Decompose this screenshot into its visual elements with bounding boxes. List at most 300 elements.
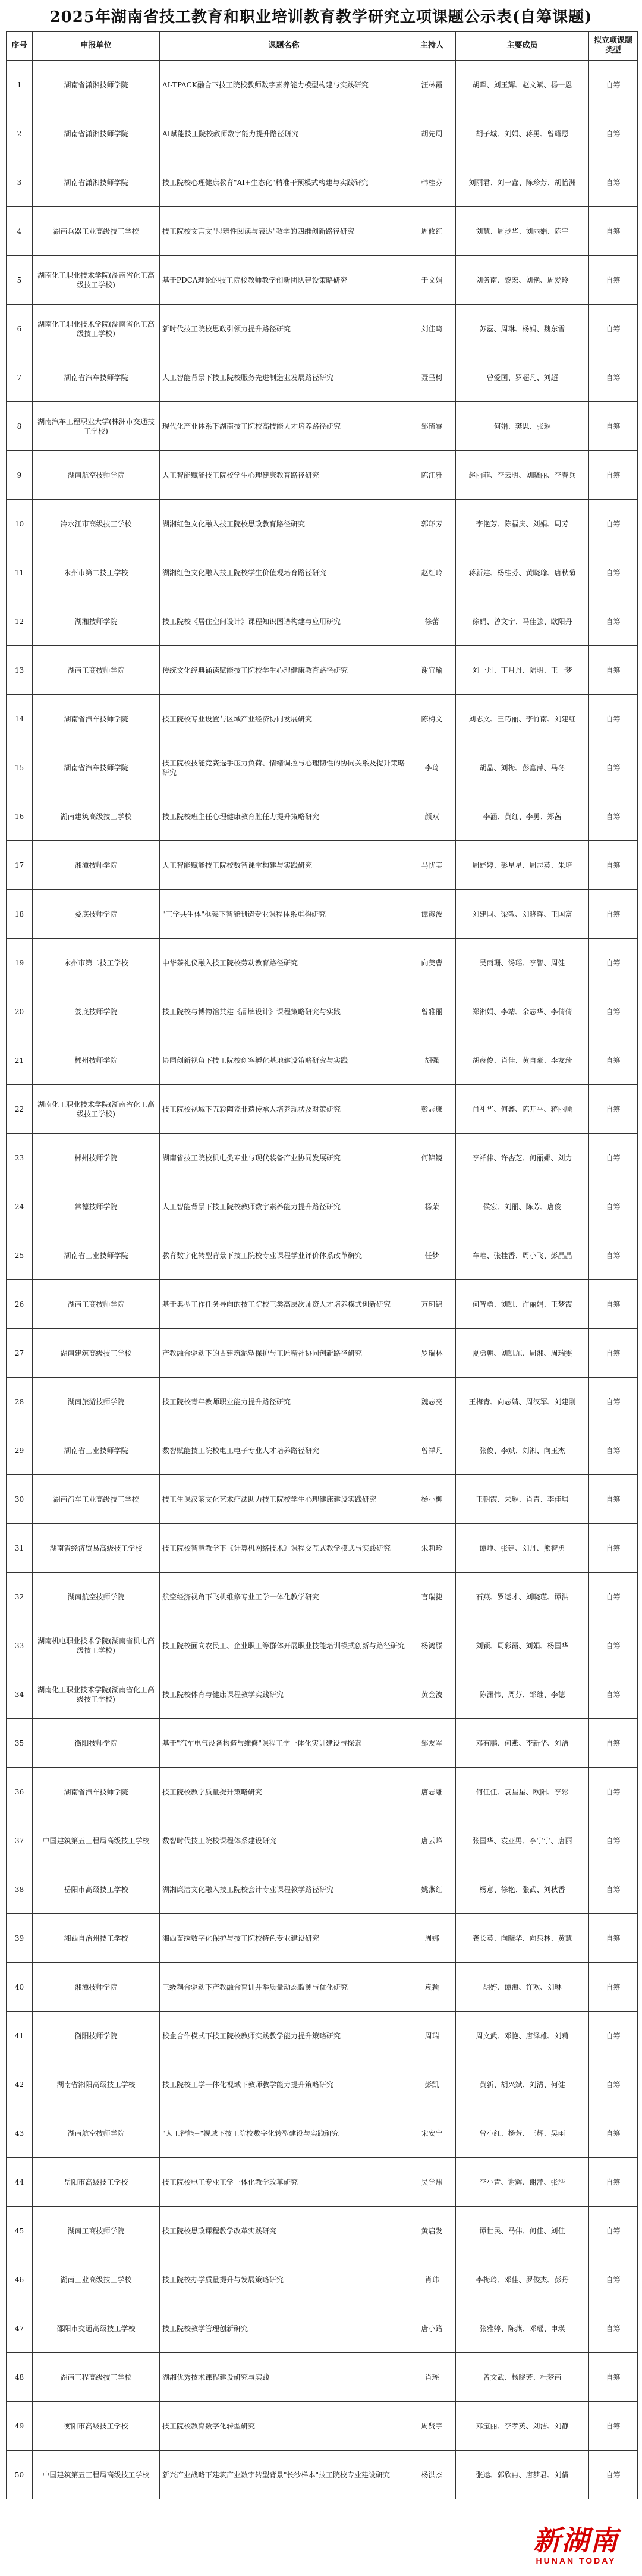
table-row xyxy=(7,1573,638,1621)
cell-members: 徐娟、曾文宁、马佳弦、欧阳丹 xyxy=(456,597,589,646)
cell-members: 郑湘娟、李靖、余志华、李倩倩 xyxy=(456,987,589,1036)
cell-unit: 湖南工商技师学院 xyxy=(33,2207,160,2255)
table-row xyxy=(7,1768,638,1816)
cell-type: 自筹 xyxy=(589,256,638,305)
cell-topic: 技工院校教育数字化转型研究 xyxy=(160,2402,408,2451)
cell-host: 朱莉珍 xyxy=(408,1524,456,1573)
cell-host: 陈江雅 xyxy=(408,451,456,500)
table-row xyxy=(7,61,638,109)
cell-topic: 技工院校教学质量提升策略研究 xyxy=(160,1768,408,1816)
cell-host: 魏志亮 xyxy=(408,1378,456,1426)
cell-unit: 湘潭技师学院 xyxy=(33,1963,160,2012)
cell-host: 杨小柳 xyxy=(408,1475,456,1524)
cell-type: 自筹 xyxy=(589,695,638,743)
cell-type: 自筹 xyxy=(589,1280,638,1329)
cell-topic: 人工智能赋能技工院校数智课堂构建与实践研究 xyxy=(160,841,408,890)
cell-type: 自筹 xyxy=(589,548,638,597)
table-row xyxy=(7,597,638,646)
cell-unit: 冷水江市高级技工学校 xyxy=(33,500,160,548)
table-row xyxy=(7,2207,638,2255)
cell-index: 44 xyxy=(7,2158,33,2207)
cell-host: 肖瑶 xyxy=(408,2353,456,2402)
cell-index: 36 xyxy=(7,1768,33,1816)
cell-unit: 湖南省汽车技师学院 xyxy=(33,1768,160,1816)
cell-type: 自筹 xyxy=(589,1036,638,1085)
cell-topic: 湖湘红色文化融入技工院校思政教育路径研究 xyxy=(160,500,408,548)
cell-type: 自筹 xyxy=(589,2304,638,2353)
cell-unit: 湖南兵器工业高级技工学校 xyxy=(33,207,160,256)
cell-unit: 湖南工商技师学院 xyxy=(33,646,160,695)
cell-host: 李琦 xyxy=(408,743,456,792)
cell-type: 自筹 xyxy=(589,1134,638,1182)
table-row xyxy=(7,1231,638,1280)
cell-topic: 新兴产业战略下建筑产业数字转型背景"长沙样本"技工院校专业建设研究 xyxy=(160,2451,408,2499)
cell-index: 48 xyxy=(7,2353,33,2402)
cell-unit: 永州市第二技工学校 xyxy=(33,939,160,987)
cell-members: 石燕、罗运才、刘晓瑾、谭洪 xyxy=(456,1573,589,1621)
table-row xyxy=(7,1036,638,1085)
table-row xyxy=(7,743,638,792)
table-row xyxy=(7,451,638,500)
cell-host: 周瑞 xyxy=(408,2012,456,2060)
cell-type: 自筹 xyxy=(589,841,638,890)
cell-members: 刘颖、周彩霞、刘娟、杨国华 xyxy=(456,1621,589,1670)
cell-host: 赵红玲 xyxy=(408,548,456,597)
cell-type: 自筹 xyxy=(589,1524,638,1573)
cell-type: 自筹 xyxy=(589,1621,638,1670)
cell-topic: 产教融合驱动下的古建筑泥塑保护与工匠精神协同创新路径研究 xyxy=(160,1329,408,1378)
cell-index: 15 xyxy=(7,743,33,792)
table-row xyxy=(7,109,638,158)
cell-members: 蒋新建、杨桂芬、黄晓瑜、唐秋菊 xyxy=(456,548,589,597)
cell-topic: 基于"汽车电气设备构造与维修"课程工学一体化实训建设与探索 xyxy=(160,1719,408,1768)
logo-text: 新湖南 xyxy=(533,2524,619,2556)
cell-type: 自筹 xyxy=(589,2012,638,2060)
cell-topic: 技工院校体育与健康课程教学实践研究 xyxy=(160,1670,408,1719)
cell-type: 自筹 xyxy=(589,1085,638,1134)
cell-members: 曾文武、杨晓芳、杜梦南 xyxy=(456,2353,589,2402)
cell-index: 35 xyxy=(7,1719,33,1768)
cell-topic: AI-TPACK融合下技工院校教师数字素养能力模型构建与实践研究 xyxy=(160,61,408,109)
table-row xyxy=(7,1621,638,1670)
table-row xyxy=(7,305,638,353)
cell-unit: 湖南省潇湘技师学院 xyxy=(33,109,160,158)
cell-host: 徐蕾 xyxy=(408,597,456,646)
cell-unit: 湘西自治州技工学校 xyxy=(33,1914,160,1963)
cell-members: 何娟、樊思、张琳 xyxy=(456,402,589,451)
cell-members: 刘丽君、刘一鑫、陈珍芳、胡怡洲 xyxy=(456,158,589,207)
cell-members: 李涵、黄红、李勇、郑茜 xyxy=(456,792,589,841)
cell-type: 自筹 xyxy=(589,305,638,353)
cell-topic: "工学共生体"框架下智能制造专业课程体系重构研究 xyxy=(160,890,408,939)
cell-unit: 岳阳市高级技工学校 xyxy=(33,1865,160,1914)
table-row xyxy=(7,1816,638,1865)
cell-members: 张雅婷、陈燕、邓瑶、申瑛 xyxy=(456,2304,589,2353)
cell-index: 21 xyxy=(7,1036,33,1085)
cell-unit: 湖南省汽车技师学院 xyxy=(33,743,160,792)
cell-unit: 娄底技师学院 xyxy=(33,890,160,939)
cell-type: 自筹 xyxy=(589,500,638,548)
table-row xyxy=(7,2304,638,2353)
cell-topic: 技工院校教学管理创新研究 xyxy=(160,2304,408,2353)
cell-topic: 技工院校视域下五彩陶瓷非遗传承人培养现状及对策研究 xyxy=(160,1085,408,1134)
cell-unit: 湖南机电职业技术学院(湖南省机电高级技工学校) xyxy=(33,1621,160,1670)
cell-unit: 湘潭技师学院 xyxy=(33,841,160,890)
cell-index: 34 xyxy=(7,1670,33,1719)
cell-unit: 湖南旅游技师学院 xyxy=(33,1378,160,1426)
cell-members: 胡婷、谭海、许欢、刘琳 xyxy=(456,1963,589,2012)
cell-unit: 湖南工程高级技工学校 xyxy=(33,2353,160,2402)
cell-topic: 传统文化经典诵读赋能技工院校学生心理健康教育路径研究 xyxy=(160,646,408,695)
cell-members: 何智勇、刘凯、许丽娟、王梦霞 xyxy=(456,1280,589,1329)
table-row xyxy=(7,1182,638,1231)
cell-index: 47 xyxy=(7,2304,33,2353)
cell-unit: 湖南化工职业技术学院(湖南省化工高级技工学校) xyxy=(33,1670,160,1719)
cell-host: 宋安宁 xyxy=(408,2109,456,2158)
cell-index: 3 xyxy=(7,158,33,207)
cell-index: 25 xyxy=(7,1231,33,1280)
cell-unit: 永州市第二技工学校 xyxy=(33,548,160,597)
cell-unit: 湖南省汽车技师学院 xyxy=(33,353,160,402)
cell-topic: 技工院校专业设置与区域产业经济协同发展研究 xyxy=(160,695,408,743)
header-unit: 申报单位 xyxy=(33,32,160,61)
cell-members: 肖礼华、何鑫、陈开平、蒋丽顺 xyxy=(456,1085,589,1134)
cell-unit: 衡阳技师学院 xyxy=(33,2012,160,2060)
cell-unit: 常德技师学院 xyxy=(33,1182,160,1231)
cell-topic: 技工院校文言文"思辨性阅读与表达"教学的四维创新路径研究 xyxy=(160,207,408,256)
topic-table xyxy=(6,31,638,2499)
cell-index: 24 xyxy=(7,1182,33,1231)
header-members: 主要成员 xyxy=(456,32,589,61)
cell-type: 自筹 xyxy=(589,1182,638,1231)
cell-type: 自筹 xyxy=(589,1816,638,1865)
table-row xyxy=(7,1426,638,1475)
cell-members: 何佳佳、袁星星、欧阳、李彩 xyxy=(456,1768,589,1816)
cell-type: 自筹 xyxy=(589,207,638,256)
cell-host: 杨荣 xyxy=(408,1182,456,1231)
cell-topic: 技工院校工学一体化视域下教师教学能力提升策略研究 xyxy=(160,2060,408,2109)
cell-host: 万珂锦 xyxy=(408,1280,456,1329)
cell-type: 自筹 xyxy=(589,1426,638,1475)
cell-type: 自筹 xyxy=(589,743,638,792)
cell-members: 夏勇朝、刘凯东、周湘、周瑞雯 xyxy=(456,1329,589,1378)
table-header-row xyxy=(7,32,638,61)
logo-subtext: HUNAN TODAY xyxy=(536,2556,616,2565)
cell-members: 刘一丹、丁月丹、陆明、王一梦 xyxy=(456,646,589,695)
table-row xyxy=(7,2060,638,2109)
table-row xyxy=(7,1134,638,1182)
table-row xyxy=(7,1329,638,1378)
table-row xyxy=(7,1914,638,1963)
cell-topic: 协同创新视角下技工院校创客孵化基地建设策略研究与实践 xyxy=(160,1036,408,1085)
cell-topic: 现代化产业体系下湖南技工院校高技能人才培养路径研究 xyxy=(160,402,408,451)
cell-members: 曾小红、杨芳、王辉、吴雨 xyxy=(456,2109,589,2158)
cell-type: 自筹 xyxy=(589,2060,638,2109)
cell-type: 自筹 xyxy=(589,353,638,402)
cell-index: 43 xyxy=(7,2109,33,2158)
cell-index: 32 xyxy=(7,1573,33,1621)
header-topic: 课题名称 xyxy=(160,32,408,61)
table-row xyxy=(7,353,638,402)
cell-unit: 湖南航空技师学院 xyxy=(33,2109,160,2158)
cell-topic: 航空经济视角下飞机维修专业工学一体化教学研究 xyxy=(160,1573,408,1621)
cell-topic: 技工院校办学质量提升与发展策略研究 xyxy=(160,2255,408,2304)
cell-unit: 岳阳市高级技工学校 xyxy=(33,2158,160,2207)
cell-type: 自筹 xyxy=(589,2402,638,2451)
cell-members: 刘志文、王巧丽、李竹南、刘建红 xyxy=(456,695,589,743)
cell-host: 向美曹 xyxy=(408,939,456,987)
cell-type: 自筹 xyxy=(589,2255,638,2304)
cell-unit: 郴州技师学院 xyxy=(33,1036,160,1085)
cell-host: 罗瑞林 xyxy=(408,1329,456,1378)
cell-index: 20 xyxy=(7,987,33,1036)
header-index: 序号 xyxy=(7,32,33,61)
cell-host: 胡强 xyxy=(408,1036,456,1085)
cell-index: 38 xyxy=(7,1865,33,1914)
table-row xyxy=(7,890,638,939)
cell-type: 自筹 xyxy=(589,2109,638,2158)
cell-unit: 湖南汽车工程职业大学(株洲市交通技工学校) xyxy=(33,402,160,451)
table-row xyxy=(7,207,638,256)
cell-members: 刘务南、黎宏、刘艳、周爱玲 xyxy=(456,256,589,305)
table-row xyxy=(7,402,638,451)
cell-host: 胡先周 xyxy=(408,109,456,158)
cell-unit: 中国建筑第五工程局高级技工学校 xyxy=(33,1816,160,1865)
cell-type: 自筹 xyxy=(589,890,638,939)
cell-members: 车唯、张桂香、周小飞、彭晶晶 xyxy=(456,1231,589,1280)
cell-unit: 湖湘技师学院 xyxy=(33,597,160,646)
cell-type: 自筹 xyxy=(589,2451,638,2499)
cell-type: 自筹 xyxy=(589,987,638,1036)
cell-host: 刘佳琦 xyxy=(408,305,456,353)
cell-members: 张国华、袁亚男、李宁宁、唐丽 xyxy=(456,1816,589,1865)
cell-unit: 中国建筑第五工程局高级技工学校 xyxy=(33,2451,160,2499)
cell-type: 自筹 xyxy=(589,1475,638,1524)
table-row xyxy=(7,1719,638,1768)
cell-index: 10 xyxy=(7,500,33,548)
cell-index: 8 xyxy=(7,402,33,451)
cell-index: 49 xyxy=(7,2402,33,2451)
page-title: 2025年湖南省技工教育和职业培训教育教学研究立项课题公示表(自筹课题) xyxy=(49,8,593,26)
cell-members: 侯宏、刘丽、陈芳、唐俊 xyxy=(456,1182,589,1231)
table-row xyxy=(7,158,638,207)
cell-host: 姚燕红 xyxy=(408,1865,456,1914)
cell-topic: 技工院校与博物馆共建《品牌设计》课程策略研究与实践 xyxy=(160,987,408,1036)
cell-type: 自筹 xyxy=(589,451,638,500)
cell-topic: "人工智能+"视域下技工院校数字化转型建设与实践研究 xyxy=(160,2109,408,2158)
cell-topic: 数智赋能技工院校电工电子专业人才培养路径研究 xyxy=(160,1426,408,1475)
cell-index: 4 xyxy=(7,207,33,256)
table-row xyxy=(7,841,638,890)
cell-host: 谢宜瑜 xyxy=(408,646,456,695)
cell-index: 28 xyxy=(7,1378,33,1426)
cell-unit: 湖南航空技师学院 xyxy=(33,451,160,500)
cell-host: 曾雅丽 xyxy=(408,987,456,1036)
cell-unit: 湖南省潇湘技师学院 xyxy=(33,158,160,207)
cell-index: 33 xyxy=(7,1621,33,1670)
cell-members: 李小青、谢辉、谢萍、张浩 xyxy=(456,2158,589,2207)
cell-type: 自筹 xyxy=(589,402,638,451)
table-row xyxy=(7,256,638,305)
cell-host: 杨洪杰 xyxy=(408,2451,456,2499)
cell-members: 陈渊伟、周芬、邹维、李德 xyxy=(456,1670,589,1719)
cell-topic: 湘西苗绣数字化保护与技工院校特色专业建设研究 xyxy=(160,1914,408,1963)
cell-host: 吴学炜 xyxy=(408,2158,456,2207)
cell-topic: 技工院校《居住空间设计》课程知识图谱构建与应用研究 xyxy=(160,597,408,646)
cell-host: 唐志雕 xyxy=(408,1768,456,1816)
cell-index: 13 xyxy=(7,646,33,695)
header-host: 主持人 xyxy=(408,32,456,61)
cell-host: 周贤宇 xyxy=(408,2402,456,2451)
cell-topic: 校企合作模式下技工院校教师实践教学能力提升策略研究 xyxy=(160,2012,408,2060)
cell-unit: 湖南化工职业技术学院(湖南省化工高级技工学校) xyxy=(33,256,160,305)
table-row xyxy=(7,1865,638,1914)
cell-host: 唐小路 xyxy=(408,2304,456,2353)
cell-host: 邹友军 xyxy=(408,1719,456,1768)
table-row xyxy=(7,646,638,695)
cell-members: 张俊、李斌、刘湘、向玉杰 xyxy=(456,1426,589,1475)
cell-type: 自筹 xyxy=(589,1865,638,1914)
cell-unit: 湖南省工业技师学院 xyxy=(33,1426,160,1475)
cell-topic: 中华茶礼仪融入技工院校劳动教育路径研究 xyxy=(160,939,408,987)
cell-unit: 湖南省工业技师学院 xyxy=(33,1231,160,1280)
cell-topic: 湖湘红色文化融入技工院校学生价值观培育路径研究 xyxy=(160,548,408,597)
cell-index: 18 xyxy=(7,890,33,939)
cell-unit: 湖南工业高级技工学校 xyxy=(33,2255,160,2304)
table-row xyxy=(7,2255,638,2304)
cell-type: 自筹 xyxy=(589,1963,638,2012)
cell-host: 唐云峰 xyxy=(408,1816,456,1865)
cell-index: 41 xyxy=(7,2012,33,2060)
cell-topic: 技工生课汉篆文化艺术疗法助力技工院校学生心理健康建设实践研究 xyxy=(160,1475,408,1524)
cell-index: 19 xyxy=(7,939,33,987)
cell-index: 16 xyxy=(7,792,33,841)
cell-index: 2 xyxy=(7,109,33,158)
cell-host: 郭环芳 xyxy=(408,500,456,548)
cell-host: 彭志康 xyxy=(408,1085,456,1134)
cell-unit: 湖南省经济贸易高级技工学校 xyxy=(33,1524,160,1573)
cell-host: 周攸红 xyxy=(408,207,456,256)
cell-index: 46 xyxy=(7,2255,33,2304)
cell-topic: 技工院校心理健康教育"AI+生态化"精准干预模式构建与实践研究 xyxy=(160,158,408,207)
cell-members: 黄新、胡兴斌、刘清、何健 xyxy=(456,2060,589,2109)
cell-members: 李梅玲、邓佳、罗俊杰、彭丹 xyxy=(456,2255,589,2304)
cell-host: 于文娟 xyxy=(408,256,456,305)
cell-unit: 湖南汽车工业高级技工学校 xyxy=(33,1475,160,1524)
table-row xyxy=(7,548,638,597)
cell-index: 37 xyxy=(7,1816,33,1865)
table-row xyxy=(7,1963,638,2012)
cell-members: 龚长英、向晓华、向泉林、黄慧 xyxy=(456,1914,589,1963)
cell-unit: 郴州技师学院 xyxy=(33,1134,160,1182)
cell-members: 刘建国、梁敬、刘晓晖、王国富 xyxy=(456,890,589,939)
cell-unit: 湖南工商技师学院 xyxy=(33,1280,160,1329)
table-row xyxy=(7,1670,638,1719)
cell-topic: 新时代技工院校思政引领力提升路径研究 xyxy=(160,305,408,353)
cell-members: 周妤婷、彭星星、周志英、朱培 xyxy=(456,841,589,890)
cell-host: 颜双 xyxy=(408,792,456,841)
cell-unit: 湖南航空技师学院 xyxy=(33,1573,160,1621)
cell-topic: 基于典型工作任务导向的技工院校三类高层次师资人才培养模式创新研究 xyxy=(160,1280,408,1329)
cell-unit: 湖南省汽车技师学院 xyxy=(33,695,160,743)
cell-index: 7 xyxy=(7,353,33,402)
table-row xyxy=(7,1085,638,1134)
cell-members: 王梅青、向志婧、周汉军、刘建刚 xyxy=(456,1378,589,1426)
cell-members: 赵丽菲、李云明、刘晓丽、李春兵 xyxy=(456,451,589,500)
cell-host: 马忧美 xyxy=(408,841,456,890)
cell-members: 周文武、邓艳、唐泽雄、刘莉 xyxy=(456,2012,589,2060)
cell-index: 27 xyxy=(7,1329,33,1378)
cell-index: 45 xyxy=(7,2207,33,2255)
cell-host: 杨鸿滕 xyxy=(408,1621,456,1670)
cell-index: 1 xyxy=(7,61,33,109)
cell-host: 言瑞捷 xyxy=(408,1573,456,1621)
cell-type: 自筹 xyxy=(589,109,638,158)
cell-topic: 数智时代技工院校课程体系建设研究 xyxy=(160,1816,408,1865)
cell-unit: 湖南化工职业技术学院(湖南省化工高级技工学校) xyxy=(33,305,160,353)
cell-index: 9 xyxy=(7,451,33,500)
cell-type: 自筹 xyxy=(589,61,638,109)
cell-index: 17 xyxy=(7,841,33,890)
header-type: 拟立项课题类型 xyxy=(589,32,638,61)
cell-members: 吴雨珊、汤瑶、李智、周健 xyxy=(456,939,589,987)
cell-topic: 湖南省技工院校机电类专业与现代装备产业协同发展研究 xyxy=(160,1134,408,1182)
cell-type: 自筹 xyxy=(589,1914,638,1963)
table-row xyxy=(7,2402,638,2451)
cell-index: 39 xyxy=(7,1914,33,1963)
cell-type: 自筹 xyxy=(589,1329,638,1378)
cell-index: 26 xyxy=(7,1280,33,1329)
table-row xyxy=(7,695,638,743)
cell-unit: 湖南化工职业技术学院(湖南省化工高级技工学校) xyxy=(33,1085,160,1134)
cell-type: 自筹 xyxy=(589,1719,638,1768)
cell-members: 李祥伟、许杏芝、何丽娜、刘力 xyxy=(456,1134,589,1182)
cell-type: 自筹 xyxy=(589,1670,638,1719)
cell-members: 胡晖、刘玉辉、赵文斌、杨一恩 xyxy=(456,61,589,109)
cell-members: 谭世民、马伟、何佳、刘佳 xyxy=(456,2207,589,2255)
table-row xyxy=(7,2109,638,2158)
cell-unit: 衡阳技师学院 xyxy=(33,1719,160,1768)
cell-index: 40 xyxy=(7,1963,33,2012)
cell-index: 30 xyxy=(7,1475,33,1524)
cell-type: 自筹 xyxy=(589,2158,638,2207)
cell-topic: 技工院校青年教师职业能力提升路径研究 xyxy=(160,1378,408,1426)
cell-host: 邹琦睿 xyxy=(408,402,456,451)
cell-index: 50 xyxy=(7,2451,33,2499)
cell-topic: 人工智能背景下技工院校服务先进制造业发展路径研究 xyxy=(160,353,408,402)
cell-topic: 技工院校智慧教学下《计算机网络技术》课程交互式教学模式与实践研究 xyxy=(160,1524,408,1573)
cell-type: 自筹 xyxy=(589,1378,638,1426)
cell-index: 14 xyxy=(7,695,33,743)
table-row xyxy=(7,500,638,548)
cell-index: 23 xyxy=(7,1134,33,1182)
cell-topic: 基于PDCA理论的技工院校教师教学创新团队建设策略研究 xyxy=(160,256,408,305)
cell-members: 曾爱国、罗超凡、刘超 xyxy=(456,353,589,402)
cell-topic: 湖湘优秀技术课程建设研究与实践 xyxy=(160,2353,408,2402)
table-row xyxy=(7,792,638,841)
cell-host: 韩桂芬 xyxy=(408,158,456,207)
cell-type: 自筹 xyxy=(589,792,638,841)
cell-type: 自筹 xyxy=(589,597,638,646)
cell-host: 彭凯 xyxy=(408,2060,456,2109)
cell-members: 李艳芳、陈福庆、刘娟、周芳 xyxy=(456,500,589,548)
cell-members: 苏磊、周琳、杨娟、魏东雪 xyxy=(456,305,589,353)
cell-topic: 三级耦合驱动下产教融合育训并举质量动态监测与优化研究 xyxy=(160,1963,408,2012)
cell-members: 杨意、徐艳、张武、刘秋香 xyxy=(456,1865,589,1914)
cell-unit: 娄底技师学院 xyxy=(33,987,160,1036)
cell-host: 黄金波 xyxy=(408,1670,456,1719)
cell-type: 自筹 xyxy=(589,2353,638,2402)
